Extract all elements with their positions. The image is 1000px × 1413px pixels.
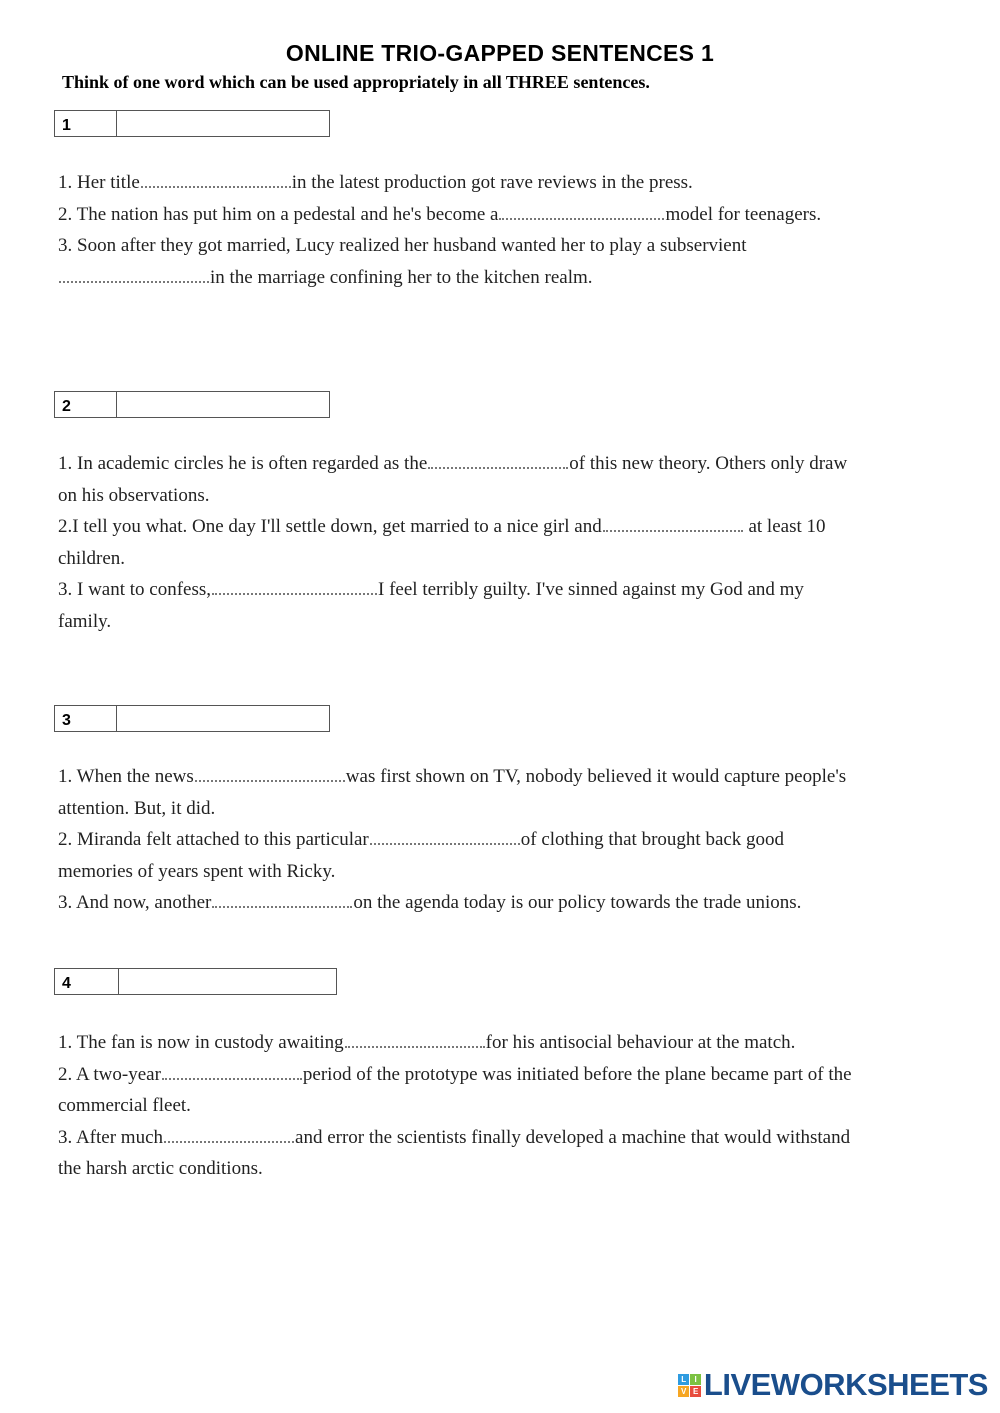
instructions: Think of one word which can be used appropriately in all THREE sentences. [62,72,650,92]
gap-blank [162,1064,302,1080]
liveworksheets-logo-icon: L I V E [678,1374,701,1397]
gap-blank [195,766,345,782]
gap-blank [370,829,520,845]
gap-blank [212,579,377,595]
answer-box-1 [54,110,330,137]
answer-input-2[interactable] [117,392,329,417]
sentence-3: 3. I want to confess, I feel terribly guilty. I've sinned against my God and my family. [58,579,804,632]
sentence-1: 1. In academic circles he is often regarded as the of this new theory. Others only draw on his observations. [58,453,848,506]
sentence-3: 3. After much and error the scientists finally developed a machine that would withstand the harsh arctic conditions. [58,1126,851,1179]
exercise-4-sentences [58,1027,868,1185]
worksheet-title: ONLINE TRIO-GAPPED SENTENCES 1 [285,40,715,66]
gap-blank [499,204,664,220]
sentence-1: 1. The fan is now in custody awaiting for his antisocial behaviour at the match. [58,1032,796,1053]
exercise-number: 1 [55,111,117,136]
sentence-1: 1. Her title in the latest production got rave reviews in the press. [58,172,693,193]
exercise-3-sentences [58,761,858,919]
answer-box-4 [54,968,337,995]
liveworksheets-logo [678,1367,988,1403]
exercise-1-sentences [58,167,858,293]
sentence-2: 2. Miranda felt attached to this particular of clothing that brought back good memories of years spent with Ricky. [58,829,785,882]
exercise-number: 3 [55,706,117,731]
answer-input-1[interactable] [117,111,329,136]
sentence-2: 2.I tell you what. One day I'll settle down, get married to a nice girl and at least 10 children. [58,516,826,569]
answer-box-3 [54,705,330,732]
sentence-3: 3. Soon after they got married, Lucy realized her husband wanted her to play a subservient in the marriage confining her to the kitchen realm. [58,235,747,288]
brand-name: LIVEWORKSHEETS [703,1367,988,1402]
sentence-2: 2. A two-year period of the prototype was initiated before the plane became part of the commercial fleet. [58,1063,852,1116]
answer-input-4[interactable] [119,969,336,994]
sentence-3: 3. And now, another on the agenda today is our policy towards the trade unions. [58,892,802,913]
exercise-2-sentences [58,448,858,637]
sentence-1: 1. When the news was first shown on TV, nobody believed it would capture people's attention. But, it did. [58,766,847,819]
gap-blank [59,267,209,283]
sentence-2: 2. The nation has put him on a pedestal and he's become a model for teenagers. [58,203,822,225]
gap-blank [428,453,568,469]
answer-input-3[interactable] [117,706,329,731]
gap-blank [212,892,352,908]
gap-blank [345,1032,485,1048]
exercise-number: 4 [55,969,119,994]
answer-box-2 [54,391,330,418]
gap-blank [603,516,743,532]
exercise-number: 2 [55,392,117,417]
gap-blank [164,1127,294,1143]
gap-blank [141,172,291,188]
